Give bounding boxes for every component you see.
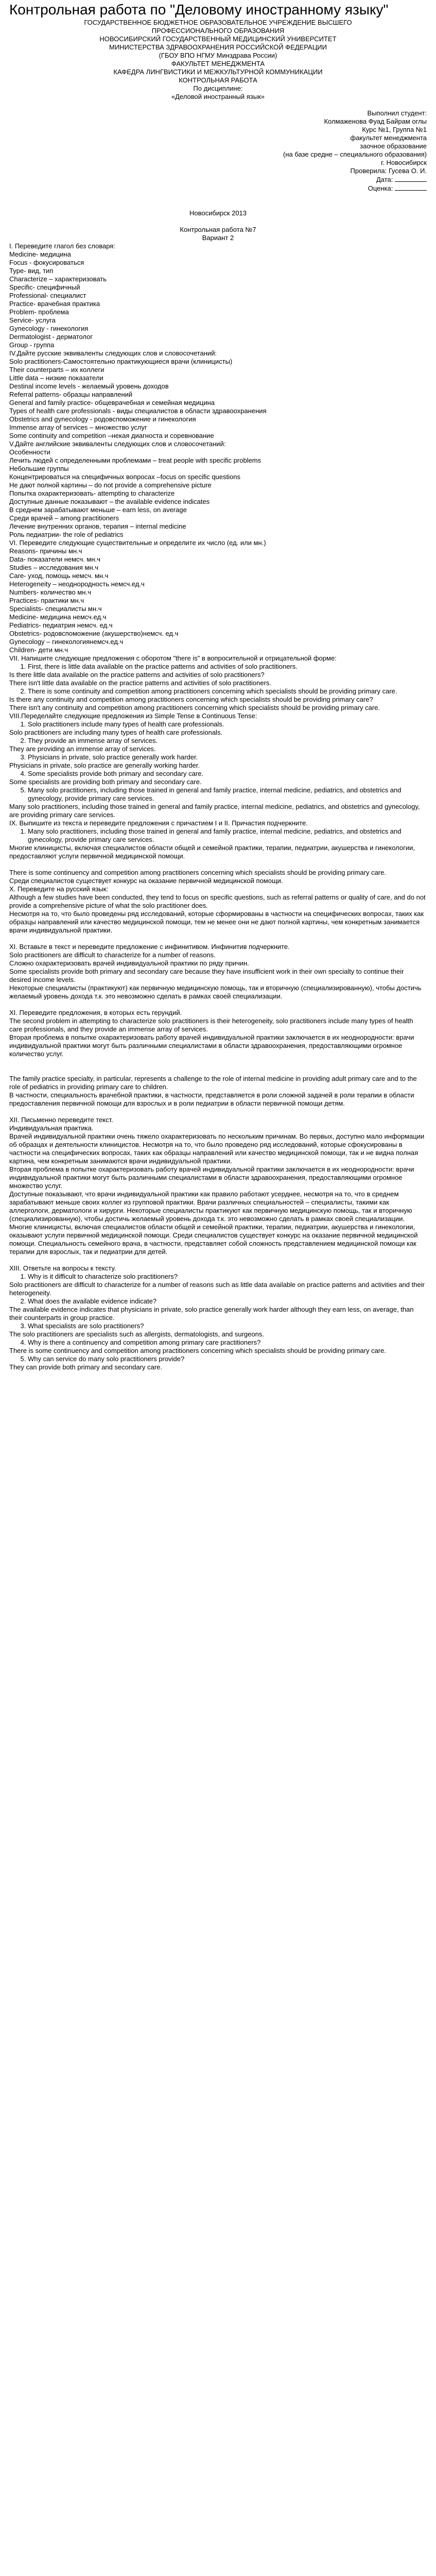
paragraph: Многие клиницисты, включая специалистов области общей и семейной практики, терапии, педиатрии, акушерства и гинекологии, предоставляют услуги первичной медицинской помощи. bbox=[9, 844, 415, 860]
paragraph: Problem- проблема bbox=[9, 308, 69, 316]
paragraph: Сложно охарактеризовать врачей индивидуальной практики по ряду причин. bbox=[9, 959, 249, 967]
paragraph: I. Переведите глагол без словаря: bbox=[9, 242, 115, 250]
paragraph: Solo practitioners are difficult to characterize for a number of reasons. bbox=[9, 951, 216, 959]
numbered-list bbox=[9, 663, 427, 671]
paragraph: В частности, специальность врачебной практики, в частности, представляется в роли сложной задачей в роли терапии в области предоставления первичной помощи для взрослых и в роли педиатрии в области первичной помощи детям. bbox=[9, 1091, 414, 1107]
paragraph: Service- услуга bbox=[9, 316, 56, 324]
paragraph: Лечение внутренних органов, терапия – internal medicine bbox=[9, 522, 186, 530]
paragraph: Solo practitioners are including many types of health care professionals. bbox=[9, 728, 223, 736]
paragraph: Концентрироваться на специфичных вопросах –focus on specific questions bbox=[9, 473, 240, 481]
list-item: 5. Why can service do many solo practitioners provide? bbox=[28, 1355, 427, 1363]
header-line: ПРОФЕССИОНАЛЬНОГО ОБРАЗОВАНИЯ bbox=[151, 27, 285, 35]
paragraph: Many solo practitioners, including those trained in general and family practice, internal medicine, pediatrics, and obstetrics and gynecology, are providing primary care services. bbox=[9, 803, 420, 819]
paragraph: Data- показатели немсч. мн.ч bbox=[9, 555, 100, 563]
list-item: 5. Many solo practitioners, including those trained in general and family practice, internal medicine, pediatrics, and obstetrics and gynecology, provide primary care services. bbox=[28, 786, 427, 803]
list-item: 2. There is some continuity and competition among practitioners concerning which specialists should be providing primary care. bbox=[28, 687, 427, 696]
paragraph: Little data – низкие показатели bbox=[9, 374, 103, 382]
paragraph: Лечить людей с определенными проблемами – treat people with specific problems bbox=[9, 456, 261, 464]
list-item: 4. Some specialists provide both primary and secondary care. bbox=[28, 770, 427, 778]
numbered-list bbox=[9, 753, 427, 761]
paragraph: Некоторые специалисты (практикуют) как первичную медицинскую помощь, так и вторичную (специализированную), чтобы достичь желаемый уровень дохода т.к. это невозможно сделать в рамках своей специализации. bbox=[9, 984, 422, 1000]
paragraph: X. Переведите на русский язык: bbox=[9, 885, 109, 893]
paragraph: Вторая проблема в попытке охарактеризовать работу врачей индивидуальной практики заключается в их неоднородности: врачи индивидуальной практики могут быть различными специалистами в области здравоохранения, предоставляющими огромное количество услуг. bbox=[9, 1033, 414, 1058]
paragraph: General and family practice- общеврачебная и семейная медицина bbox=[9, 399, 215, 406]
variant: Вариант 2 bbox=[202, 234, 234, 242]
paragraph: Some specialists are providing both primary and secondary care. bbox=[9, 778, 202, 786]
student-info-line: факультет менеджмента bbox=[350, 134, 427, 142]
paragraph: В среднем зарабатывают меньше – earn less, on average bbox=[9, 506, 187, 514]
title-page-header bbox=[9, 19, 427, 101]
numbered-list bbox=[9, 786, 427, 803]
header-line: ФАКУЛЬТЕТ МЕНЕДЖМЕНТА bbox=[171, 60, 265, 67]
paragraph: Heterogeneity – неоднородность немсч.ед.ч bbox=[9, 580, 145, 588]
list-item: 1. First, there is little data available on the practice patterns and activities of solo practitioners. bbox=[28, 663, 427, 671]
list-item: 2. They provide an immense array of services. bbox=[28, 737, 427, 745]
paragraph: Gynecology – гинекологиянемсч.ед.ч bbox=[9, 638, 124, 646]
paragraph: Children- дети мн.ч bbox=[9, 646, 68, 654]
paragraph: Although a few studies have been conducted, they tend to focus on specific questions, such as referral patterns or quality of care, and do not provide a comprehensive picture of what the solo practitioner does. bbox=[9, 893, 426, 909]
document-body bbox=[9, 242, 427, 1371]
header-line: ГОСУДАРСТВЕННОЕ БЮДЖЕТНОЕ ОБРАЗОВАТЕЛЬНОЕ УЧРЕЖДЕНИЕ ВЫСШЕГО bbox=[84, 19, 352, 26]
numbered-list bbox=[9, 687, 427, 696]
paragraph: There isn't any continuity and competition among practitioners concerning which specialists should be providing primary care. bbox=[9, 704, 380, 711]
paragraph: Studies – исследования мн.ч bbox=[9, 564, 99, 571]
paragraph: Characterize – характеризовать bbox=[9, 275, 107, 283]
paragraph: The second problem in attempting to characterize solo practitioners is their heterogeneity, solo practitioners include many types of health care professionals, and they provide an immense array of services. bbox=[9, 1017, 413, 1033]
paragraph: The family practice specialty, in particular, represents a challenge to the role of internal medicine in providing adult primary care and to the role of pediatrics in providing primary care to children. bbox=[9, 1075, 417, 1091]
paragraph: Immense array of services – множество услуг bbox=[9, 423, 147, 431]
grade-blank bbox=[395, 184, 427, 191]
paragraph: The solo practitioners are specialists such as allergists, dermatologists, and surgeons. bbox=[9, 1330, 264, 1338]
paragraph: V.Дайте английские эквиваленты следующих слов и словосочетаний: bbox=[9, 440, 226, 448]
paragraph: Some continuity and competition –некая диагноста и соревнование bbox=[9, 432, 214, 439]
paragraph: Care- уход, помощь немсч. мн.ч bbox=[9, 572, 109, 580]
paragraph: Dermatologist - дерматолог bbox=[9, 333, 93, 341]
paragraph: The available evidence indicates that physicians in private, solo practice generally work harder although they earn less, on average, than their counterparts in group practice. bbox=[9, 1306, 414, 1321]
paragraph: Destinal income levels - желаемый уровень доходов bbox=[9, 382, 169, 390]
paragraph: Is there little data available on the practice patterns and activities of solo practitioners? bbox=[9, 671, 265, 679]
list-item: 4. Why is there a continuency and competition among primary care practitioners? bbox=[28, 1338, 427, 1347]
paragraph: VII. Напишите следующие предложения с оборотом "there is" в вопросительной и отрицательной форме: bbox=[9, 654, 337, 662]
paragraph: Obstetrics and gynecology - родовспоможение и гинекология bbox=[9, 415, 196, 423]
paragraph: There is some continuency and competition among practitioners concerning which specialists should be providing primary care. bbox=[9, 869, 386, 876]
paragraph: Небольшие группы bbox=[9, 465, 69, 472]
date-blank bbox=[395, 175, 427, 182]
header-line: (ГБОУ ВПО НГМУ Минздрава России) bbox=[159, 52, 277, 59]
paragraph: VI. Переведите следующие существительные и определите их число (ед. или мн.) bbox=[9, 539, 266, 547]
list-item: 3. What specialists are solo practitioners? bbox=[28, 1322, 427, 1330]
paragraph: Physicians in private, solo practice are generally working harder. bbox=[9, 761, 200, 769]
paragraph: Type- вид, тип bbox=[9, 267, 54, 275]
header-line: НОВОСИБИРСКИЙ ГОСУДАРСТВЕННЫЙ МЕДИЦИНСКИЙ УНИВЕРСИТЕТ bbox=[99, 35, 337, 43]
paragraph: Среди специалистов существует конкурс на оказание первичной медицинской помощи. bbox=[9, 877, 283, 885]
paragraph: Не дают полной картины – do not provide a comprehensive picture bbox=[9, 481, 212, 489]
header-line: КОНТРОЛЬНАЯ РАБОТА bbox=[179, 76, 257, 84]
numbered-list bbox=[9, 1338, 427, 1347]
paragraph: Solo practitioners are difficult to characterize for a number of reasons such as little data available on practice patterns and activities and their heterogeneity. bbox=[9, 1281, 425, 1297]
paragraph: Pediatrics- педиатрия немсч. ед.ч bbox=[9, 621, 113, 629]
list-item: 1. Many solo practitioners, including those trained in general and family practice, internal medicine, pediatrics, and obstetrics and gynecology, provide primary care services. bbox=[28, 827, 427, 844]
paragraph: Gynecology - гинекология bbox=[9, 325, 89, 332]
paragraph: XII. Письменно переведите текст. bbox=[9, 1116, 113, 1124]
paragraph: Reasons- причины мн.ч bbox=[9, 547, 82, 555]
paragraph: XIII. Ответьте на вопросы к тексту. bbox=[9, 1264, 116, 1272]
student-info bbox=[9, 109, 427, 175]
numbered-list bbox=[9, 1297, 427, 1306]
numbered-list bbox=[9, 827, 427, 844]
paragraph: Особенности bbox=[9, 448, 50, 456]
paragraph: Practice- врачебная практика bbox=[9, 300, 100, 308]
student-info-line: (на базе средне – специального образования) bbox=[283, 150, 427, 158]
paragraph: Вторая проблема в попытке охарактеризовать работу врачей индивидуальной практики заключается в их неоднородности: врачи индивидуальной практики могут быть различными специалистами в области здравоохранения, предоставляющими огромное множество услуг. bbox=[9, 1165, 414, 1190]
student-info-line: Проверила: Гусева О. И. bbox=[350, 167, 427, 175]
paragraph: Specialists- специалисты мн.ч bbox=[9, 605, 102, 613]
document-title: Контрольная работа по "Деловому иностранному языку" bbox=[9, 2, 389, 18]
student-info-line: Колмаженова Фуад Байрам оглы bbox=[324, 117, 427, 125]
student-info-line: Курс №1, Группа №1 bbox=[362, 126, 427, 133]
paragraph: Focus - фокусироваться bbox=[9, 259, 84, 266]
paragraph: Types of health care professionals - виды специалистов в области здравоохранения bbox=[9, 407, 267, 415]
paragraph: Some specialists provide both primary and secondary care because they have insufficient work in their own specialty to continue their desired income levels. bbox=[9, 968, 404, 984]
work-number: Контрольная работа №7 bbox=[180, 226, 256, 233]
paragraph: Многие клиницисты, включая специалистов области общей и семейной практики, терапии, педиатрии, акушерства и гинекологии, оказывают услуги первичной медицинской помощи. Среди специалистов существует конкурс на оказание первичной медицинской помощи. Специальность семейного врача, в частности, представляет собой сложность представлением медицинской помощи как терапии для взрослых, так и педиатрии для детей. bbox=[9, 1223, 418, 1256]
paragraph: There isn't little data available on the practice patterns and activities of solo practitioners. bbox=[9, 679, 272, 687]
paragraph: IV.Дайте русские эквиваленты следующих слов и словосочетаний: bbox=[9, 349, 217, 357]
paragraph: Group - группа bbox=[9, 341, 55, 349]
paragraph: Their counterparts – их коллеги bbox=[9, 366, 104, 374]
paragraph: XI. Переведите предложения, в которых есть герундий. bbox=[9, 1009, 182, 1016]
header-line: По дисциплине: bbox=[193, 84, 243, 92]
numbered-list bbox=[9, 1355, 427, 1363]
numbered-list bbox=[9, 1273, 427, 1281]
paragraph: Referral patterns- образцы направлений bbox=[9, 391, 133, 398]
list-item: 1. Solo practitioners include many types of health care professionals. bbox=[28, 720, 427, 728]
paragraph: Medicine- медицина немсч.ед.ч bbox=[9, 613, 107, 621]
paragraph: There is some continuency and competition among practitioners concerning which specialists should be providing primary care. bbox=[9, 1347, 386, 1354]
city-year: Новосибирск 2013 bbox=[189, 209, 247, 217]
paragraph: Professional- специалист bbox=[9, 292, 86, 299]
student-info-line: заочное образование bbox=[360, 142, 427, 150]
numbered-list bbox=[9, 720, 427, 728]
paragraph: They can provide both primary and secondary care. bbox=[9, 1363, 162, 1371]
paragraph: Несмотря на то, что было проведены ряд исследований, которые сформированы в частности на специфических вопросах, таких как образцы направлений или качество медицинской помощи, тем не менее они не дают полной картины, чем конкретным занимается врачи индивидуальной практики. bbox=[9, 910, 424, 934]
header-line: МИНИСТЕРСТВА ЗДРАВООХРАНЕНИЯ РОССИЙСКОЙ ФЕДЕРАЦИИ bbox=[109, 43, 327, 51]
paragraph: Среди врачей – among practitioners bbox=[9, 514, 119, 522]
numbered-list bbox=[9, 770, 427, 778]
paragraph: Obstetrics- родовспоможение (акушерство)немсч. ед.ч bbox=[9, 630, 179, 637]
paragraph: Врачей индивидуальной практики очень тяжело охарактеризовать по нескольким причинам. Во первых, доступно мало информации об образцах и деятельности клиницистов. Несмотря на то, что было проведено ряд исследований, которые сфокусированы в частности на специфических вопросах, таких как образцы направлений или качество медицинской помощи, так и не видна полная картина, чем конкретным занимаются врачи индивидуальной практики. bbox=[9, 1132, 425, 1165]
paragraph: Practices- практики мн.ч bbox=[9, 597, 84, 604]
student-info-line: Выполнил студент: bbox=[367, 109, 427, 117]
paragraph: VIII.Переделайте следующие предложения из Simple Tense в Continuous Tense: bbox=[9, 712, 257, 720]
header-line: КАФЕДРА ЛИНГВИСТИКИ И МЕЖКУЛЬТУРНОЙ КОММУНИКАЦИИ bbox=[113, 68, 323, 76]
grade-line bbox=[9, 184, 427, 193]
student-info-line: г. Новосибирск bbox=[381, 159, 427, 166]
paragraph: They are providing an immense array of services. bbox=[9, 745, 156, 753]
date-line bbox=[9, 175, 427, 184]
paragraph: Доступные данные показывают – the available evidence indicates bbox=[9, 498, 210, 505]
grade-label: Оценка: bbox=[368, 184, 393, 192]
paragraph: Индивидуальная практика. bbox=[9, 1124, 94, 1132]
date-label: Дата: bbox=[376, 176, 393, 183]
paragraph: Попытка охарактеризовать- attempting to characterize bbox=[9, 489, 175, 497]
paragraph: Доступные показывают, что врачи индивидуальной практики как правило работают усерднее, несмотря на то, что в среднем зарабатывают меньше своих коллег из групповой практики. Врачи различных специальностей – специалисты, такими как аллергологи, дерматологи и хирурги. Некоторые специалисты практикуют как первичную медицинскую помощь, так и вторичную (специализированную), чтобы достичь желаемый уровень дохода т.к. это невозможно сделать в рамках своей специализации. bbox=[9, 1190, 412, 1223]
numbered-list bbox=[9, 1322, 427, 1330]
list-item: 2. What does the available evidence indicate? bbox=[28, 1297, 427, 1306]
paragraph: Specific- специфичный bbox=[9, 283, 80, 291]
paragraph: Numbers- количество мн.ч bbox=[9, 588, 91, 596]
paragraph: Роль педиатрии- the role of pediatrics bbox=[9, 531, 124, 538]
list-item: 3. Physicians in private, solo practice generally work harder. bbox=[28, 753, 427, 761]
header-line: «Деловой иностранный язык» bbox=[171, 93, 265, 100]
paragraph: Is there any continuity and competition among practitioners concerning which specialists should be providing primary care? bbox=[9, 696, 373, 703]
numbered-list bbox=[9, 737, 427, 745]
paragraph: Medicine- медицина bbox=[9, 250, 71, 258]
paragraph: IX. Выпишите из текста и переведите предложения с причастием I и II. Причастия подчеркните. bbox=[9, 819, 308, 827]
paragraph: XI. Вставьте в текст и переведите предложение с инфинитивом. Инфинитив подчеркните. bbox=[9, 943, 290, 951]
list-item: 1. Why is it difficult to characterize solo practitioners? bbox=[28, 1273, 427, 1281]
paragraph: Solo practitioners-Самостоятельно практикующиеся врачи (клиницисты) bbox=[9, 358, 233, 365]
